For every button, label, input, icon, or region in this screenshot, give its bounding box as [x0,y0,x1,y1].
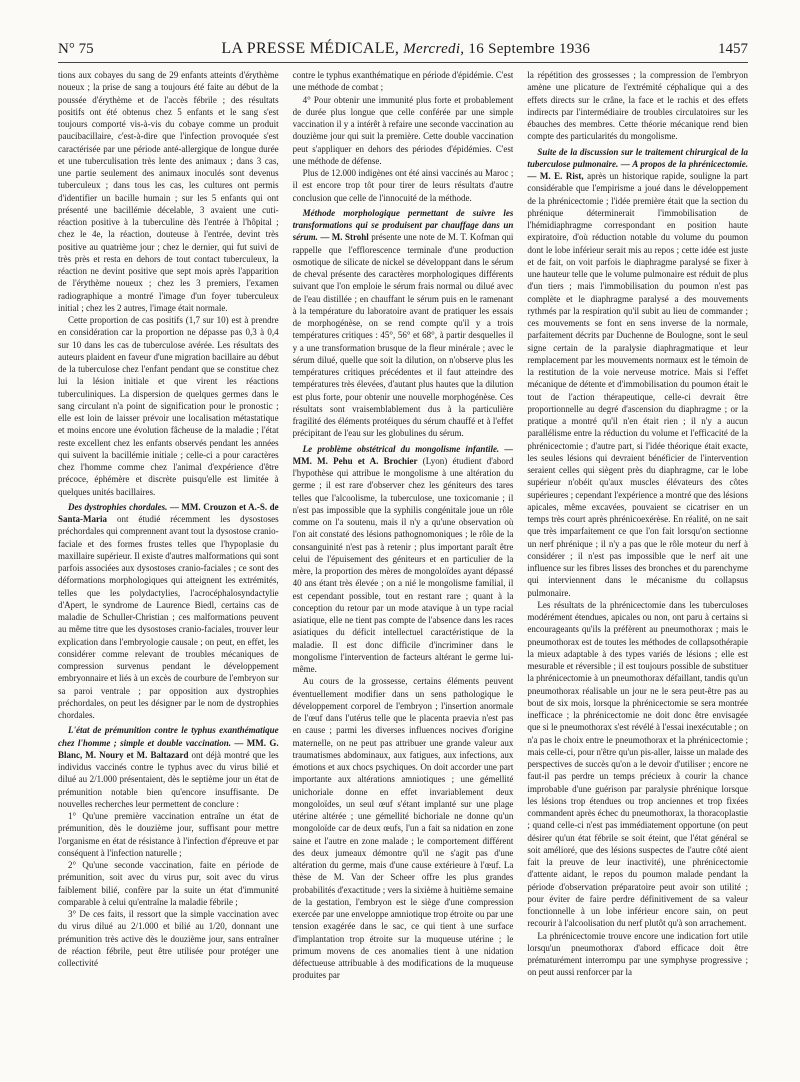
weekday: Mercredi, [403,41,465,57]
paragraph: la répétition des grossesses ; la compression de l'embryon amène une plicature de l'extrémité céphalique qui a des effets directs sur le crâne, la face et le rachis et des effets indirects par l'intermédiaire de troubles circulatoires sur les ébauches des membres. Cette théorie mécanique rend bien compte des particularités du mongolisme. [527,70,748,142]
journal-title: LA PRESSE MÉDICALE, [221,40,400,57]
section-dystrophies [58,501,279,722]
authors: — M. E. Rist, [527,171,584,181]
paragraph: Cette proportion de cas positifs (1,7 sur 10) est à prendre en considération car la proportion ne dépasse pas 0,3 à 0,4 sur 10 dans les cas de tuberculose avérée. Les résultats des auteurs plaident en faveur d'une migration bacillaire au début de la tuberculose chez l'enfant pendant que se constitue chez lui la lésion initiale et que virent les réactions tuberculiniques. La dispersion de quelques germes dans le sang circulant n'a point de signification pour le pronostic ; elle est loin de laisser prévoir une localisation métastatique et moins encore une évolution fâcheuse de la maladie ; l'état reste excellent chez les enfants observés pendant les années qui suivent la bacillémie initiale ; celle-ci a pour caractères chez l'homme comme chez l'animal d'expérience d'être précoce, éphémère et discrète puisqu'elle est limitée à quelques unités bacillaires. [58,315,279,497]
section-heading: Des dystrophies chordales. [68,501,168,512]
paragraph: Au cours de la grossesse, certains éléments peuvent éventuellement modifier dans un sens pathologique le développement corporel de l'embryon ; l'insertion anormale de l'œuf dans l'utérus telle que le placenta praevia n'est pas en cause ; parmi les diverses influences nocives d'origine maternelle, on ne peut pas attribuer une grande valeur aux traumatismes abdominaux, aux fatigues, aux infections, aux émotions et aux chocs psychiques. On doit accorder une part importante aux altérations amniotiques ; une gémellité unichoriale donne en effet invariablement deux mongoloïdes, un seul œuf s'étant implanté sur une plage utérine altérée ; une gémellité bichoriale ne donne qu'un mongoloïde car de deux œufs, l'un a fait sa nidation en zone saine et l'autre en zone malade ; le comportement différent des deux jumeaux démontre qu'il ne s'agit pas d'une altération du germe, mais d'une cause extérieure à l'œuf. La thèse de M. Van der Scheer offre les plus grandes probabilités d'exactitude ; vers la sixième à huitième semaine de la gestation, l'embryon est le siège d'une compression exercée par une enveloppe amniotique trop étroite ou par une tension exagérée dans le sac, ce qui tient à une surface d'implantation trop étroite sur la muqueuse utérine ; le primum movens de ces anomalies tient à une nidation défectueuse attribuable à des modifications de la muqueuse produites par [292,676,514,981]
section-phrenicectomie [527,146,748,599]
section-heading: Le problème obstétrical du mongolisme infantile. [302,443,500,454]
column-3 [527,69,748,1069]
page-number: 1457 [718,41,748,57]
authors: — MM. G. Blanc, M. Noury et M. Baltazard [58,737,279,760]
page-header [58,40,748,63]
section-heading: Suite de la discussion sur le traitement chirurgical de la tuberculose pulmonaire. — A propos de la phrénicectomie. [527,146,748,169]
issue-number: N° 75 [58,41,94,57]
section-body: présente une note de M. T. Kofman qui rappelle que l'efflorescence terminale d'une production osmotique de silicate de nickel se développant dans le sérum de cheval présente des caractères morphologiques différents suivant que l'on emploie le sérum frais normal ou dilué avec de l'eau distillée ; en chauffant le sérum puis en le ramenant à la température du laboratoire avant de pratiquer les essais de morphogénèse, on se rend compte qu'il y a trois températures critiques : 45°, 56° et 68°, à partir desquelles il y a une transformation brusque de la fleur minérale ; avec le sérum dilué, quelle que soit la dilution, on n'observe plus les températures critiques précédentes et il faut atteindre des températures très élevées, d'autant plus hautes que la dilution est plus forte, pour obtenir une nouvelle morphogénèse. Ces résultats sont vraisemblablement dus à la particulière fragilité des éléments protéiques du sérum chauffé et à l'effet précipitant de l'eau sur les globulines du sérum. [292,232,514,439]
section-body: ont étudié récemment les dysostoses préchordales qui comprennent avant tout la dysostose cranio-faciale et des formes frustes telles que l'hypoplasie du maxillaire supérieur. Il existe d'autres malformations qui sont parfois associées aux dysostoses cranio-faciales ; ce sont des déformations morphologiques qui atteignent les extrémités, telles que les polydactylies, l'acrocéphalosyndactylie d'Apert, le syndrome de Laurence Biedl, certains cas de maladie de Schuller-Christian ; ces malformations peuvent au même titre que les dysostoses cranio-faciales, trouver leur explication dans l'embryologie causale ; on peut, en effet, les considérer comme relevant de troubles mécaniques de compression survenus pendant le développement embryonnaire et liés à un excès de courbure de l'embryon sur sa paroi ventrale ; par opposition aux dystrophies préchordales, on peut les désigner par le nom de dystrophies chordales. [58,514,279,720]
paragraph: 4° Pour obtenir une immunité plus forte et probablement de durée plus longue que celle conférée par une simple vaccination il y a intérêt à refaire une seconde vaccination au douzième jour qui suit la première. Cette double vaccination peut s'appliquer en dehors des périodes d'épidémies. C'est une méthode de défense. [292,94,514,166]
paragraph: La phrénicectomie trouve encore une indication fort utile lorsqu'un pneumothorax d'abord efficace doit être prématurément interrompu par une symphyse progressive ; on peut aussi renforcer par la [527,930,748,978]
section-body: (Lyon) étudient d'abord l'hypothèse qui attribue le mongolisme à une altération du germe ; il est rare d'observer chez les géniteurs des tares telles que l'alcoolisme, la tuberculose, une toxicomanie ; il n'est pas impossible que la syphilis congénitale joue un rôle comme on l'a soutenu, mais il n'y a qu'une observation où l'on ait constaté des lésions pathognomoniques ; le rôle de la consanguinité n'est pas à retenir ; plus important paraît être celui de l'épuisement des géniteurs et en particulier de la mère, la proportion des mères de mongoloïdes ayant dépassé 40 ans étant très élevée ; on a nié le mongolisme familial, il est cependant possible, tout en restant rare ; quant à la conception du retour par un mode atavique à un type racial asiatique, elle ne tient pas compte de l'absence dans les races asiatiques du déficit intellectuel caractéristique de la maladie. Il est donc difficile d'incriminer dans le mongolisme l'intervention de facteurs altérant le germe lui-même. [292,455,514,674]
column-2 [293,69,514,1069]
paragraph: tions aux cobayes du sang de 29 enfants atteints d'érythème noueux ; la prise de sang a toujours été faite au début de la poussée d'érythème et de l'accès fébrile ; des résultats positifs ont été obtenus chez 5 enfants et le sang s'est toujours comporté vis-à-vis du cobaye comme un produit paucibacillaire, c'est-à-dire que l'infection provoquée s'est caractérisée par une période anté-allergique de longue durée et une tuberculisation très lente des animaux ; dans 3 cas, une partie seulement des animaux inoculés sont devenus tuberculeux ; dans tous les cas, les cultures ont permis d'identifier un bacille humain ; sur les 5 enfants qui ont présenté une bacillémie décelable, 3 avaient une cuti-réaction positive à la tuberculine dès l'entrée à l'hôpital ; chez le 4e, la réaction, douteuse à l'entrée, devint très positive au quatrième jour ; chez le dernier, qui fut suivi de très près et resta en dehors de tout contact tuberculeux, la réaction ne devint positive que sept mois après l'apparition de l'érythème noueux ; chez les 3 premiers, l'examen radiographique a montré l'image d'un foyer tuberculeux initial ; chez les 2 autres, l'image était normale. [58,70,279,313]
authors: — MM. Crouzon et A.-S. de Santa-Maria [58,501,279,524]
authors: — M. Strohl [320,232,369,243]
authors: — MM. M. Pehu et A. Brochier [292,443,514,466]
section-mongolisme [293,443,514,676]
issue-date: 16 Septembre 1936 [468,41,591,57]
section-heading: Méthode morphologique permettant de suivre les transformations qui se produisent par chauffage dans un sérum. [292,207,514,243]
article-columns [58,69,748,1069]
column-1 [58,69,279,1069]
section-body: après un historique rapide, souligne la part considérable que l'empirisme a joué dans le développement de la phrénicectomie ; l'idée première était que la section du phrénique déterminerait l'immobilisation de l'hémidiaphragme correspondant en position haute expiratoire, d'où réduction notable du volume du poumon dont le lobe inférieur serait mis au repos ; cette idée est juste et de fait, on voit parfois le diaphragme paralysé se fixer à une hauteur telle que le volume pulmonaire est réduit de plus d'un tiers ; mais l'immobilisation du poumon n'est pas complète et le diaphragme paralysé a des mouvements rythmés par la respiration qu'il subit au lieu de commander ; ces mouvements se font en sens inverse de la normale, parfaitement décrits par Duchenne de Boulogne, sont le seul signe certain de la paralysie diaphragmatique et leur remplacement par les mouvements normaux est le témoin de la restitution de la voie nerveuse motrice. Mais si l'effet mécanique de détente et d'immobilisation du poumon était le tout de l'action thérapeutique, celle-ci devrait être proportionnelle au degré d'ascension du diaphragme ; or la pratique a montré qu'il n'en était rien ; il n'y a aucun parallélisme entre la réduction du volume et l'efficacité de la phrénicectomie ; d'autre part, si l'idée théorique était exacte, les seules lésions qui devraient bénéficier de l'intervention seraient celles qui siègent près du diaphragme, car le lobe supérieur n'obéit qu'aux muscles élévateurs des côtes supérieures ; cependant l'expérience a montré que des lésions apicales, même excavées, pouvaient se cicatriser en un temps très court après phrénicoexérèse. En réalité, on ne sait que très imparfaitement ce que l'on fait lorsqu'on sectionne un nerf phrénique ; il n'y a pas que le rôle moteur du nerf à considérer ; il n'est pas impossible que le nerf ait une influence sur les fibres lisses des bronches et du parenchyme qui interviennent dans le mécanisme du collapsus pulmonaire. [527,171,748,598]
masthead [221,40,590,58]
paragraph: Plus de 12.000 indigènes ont été ainsi vaccinés au Maroc ; il est encore trop tôt pour tirer de leurs résultats d'autre conclusion que celle de l'innocuité de la méthode. [292,168,514,203]
section-typhus [58,724,279,810]
section-body: ont déjà montré que les individus vaccinés contre le typhus avec du virus bilié et dilué au 2/1.000 présentaient, dès le septième jour un état de prémunition notable bien qu'encore insuffisante. De nouvelles recherches leur permettent de conclure : [58,749,279,809]
paragraph: 3° De ces faits, il ressort que la simple vaccination avec du virus dilué au 2/1.000 et bilié au 1/20, donnant une prémunition très active dès le douzième jour, sans entraîner de réaction fébrile, peut être utilisée pour protéger une collectivité [58,909,279,968]
paragraph: contre le typhus exanthématique en période d'épidémie. C'est une méthode de combat ; [292,70,514,93]
paragraph: 2° Qu'une seconde vaccination, faite en période de prémunition, soit avec du virus pur, soit avec du virus faiblement bilié, confère par la suite un état d'immunité comparable à celui qu'entraîne la maladie fébrile ; [58,860,279,907]
section-heading: L'état de prémunition contre le typhus exanthématique chez l'homme ; simple et double vaccination. [58,725,279,748]
section-morphologique [293,207,514,440]
paragraph: 1° Qu'une première vaccination entraîne un état de prémunition, dès le douzième jour, suffisant pour mettre l'organisme en état de résistance à l'infection d'épreuve et par conséquent à l'infection naturelle ; [58,811,279,858]
paragraph: Les résultats de la phrénicectomie dans les tuberculoses modérément étendues, apicales ou non, ont paru à certains si encourageants qu'ils la préfèrent au pneumothorax ; mais le pneumothorax est de toutes les méthodes de collapsothérapie la mieux adaptable à des types variés de lésions ; elle est mesurable et réversible ; il est toujours possible de substituer la phrénicectomie à un pneumothorax défaillant, tandis qu'un pneumothorax réalisable un jour ne le sera peut-être pas au bout de six mois, lorsque la phrénicectomie se sera montrée inefficace ; la phrénicectomie ne doit donc être envisagée que si le pneumothorax s'est révélé à l'essai inexécutable ; on n'a pas le choix entre le pneumothorax et la phrénicectomie ; mais celle-ci, pour n'être qu'un pis-aller, laisse un malade des perspectives de succès qu'on a le devoir d'utiliser ; encore ne faut-il pas perdre un temps précieux à courir la chance improbable d'une guérison par paralysie phrénique lorsque les lésions trop étendues ou trop anciennes et trop fixées commandent après échec du pneumothorax, la thoracoplastie ; quand celle-ci n'est pas immédiatement opportune (on peut désirer qu'un état fébrile se soit éteint, que l'état général se soit amélioré, que des lésions suspectes de l'autre côté aient fait la preuve de leur inactivité), une phrénicectomie d'attente aidant, le repos du poumon malade pendant la période d'observation préparatoire peut avoir son utilité ; pour éviter de faire perdre définitivement de sa valeur fonctionnelle à un lobe inférieur encore sain, on peut recourir à l'alcoolisation du nerf plutôt qu'à son arrachement. [527,599,748,929]
